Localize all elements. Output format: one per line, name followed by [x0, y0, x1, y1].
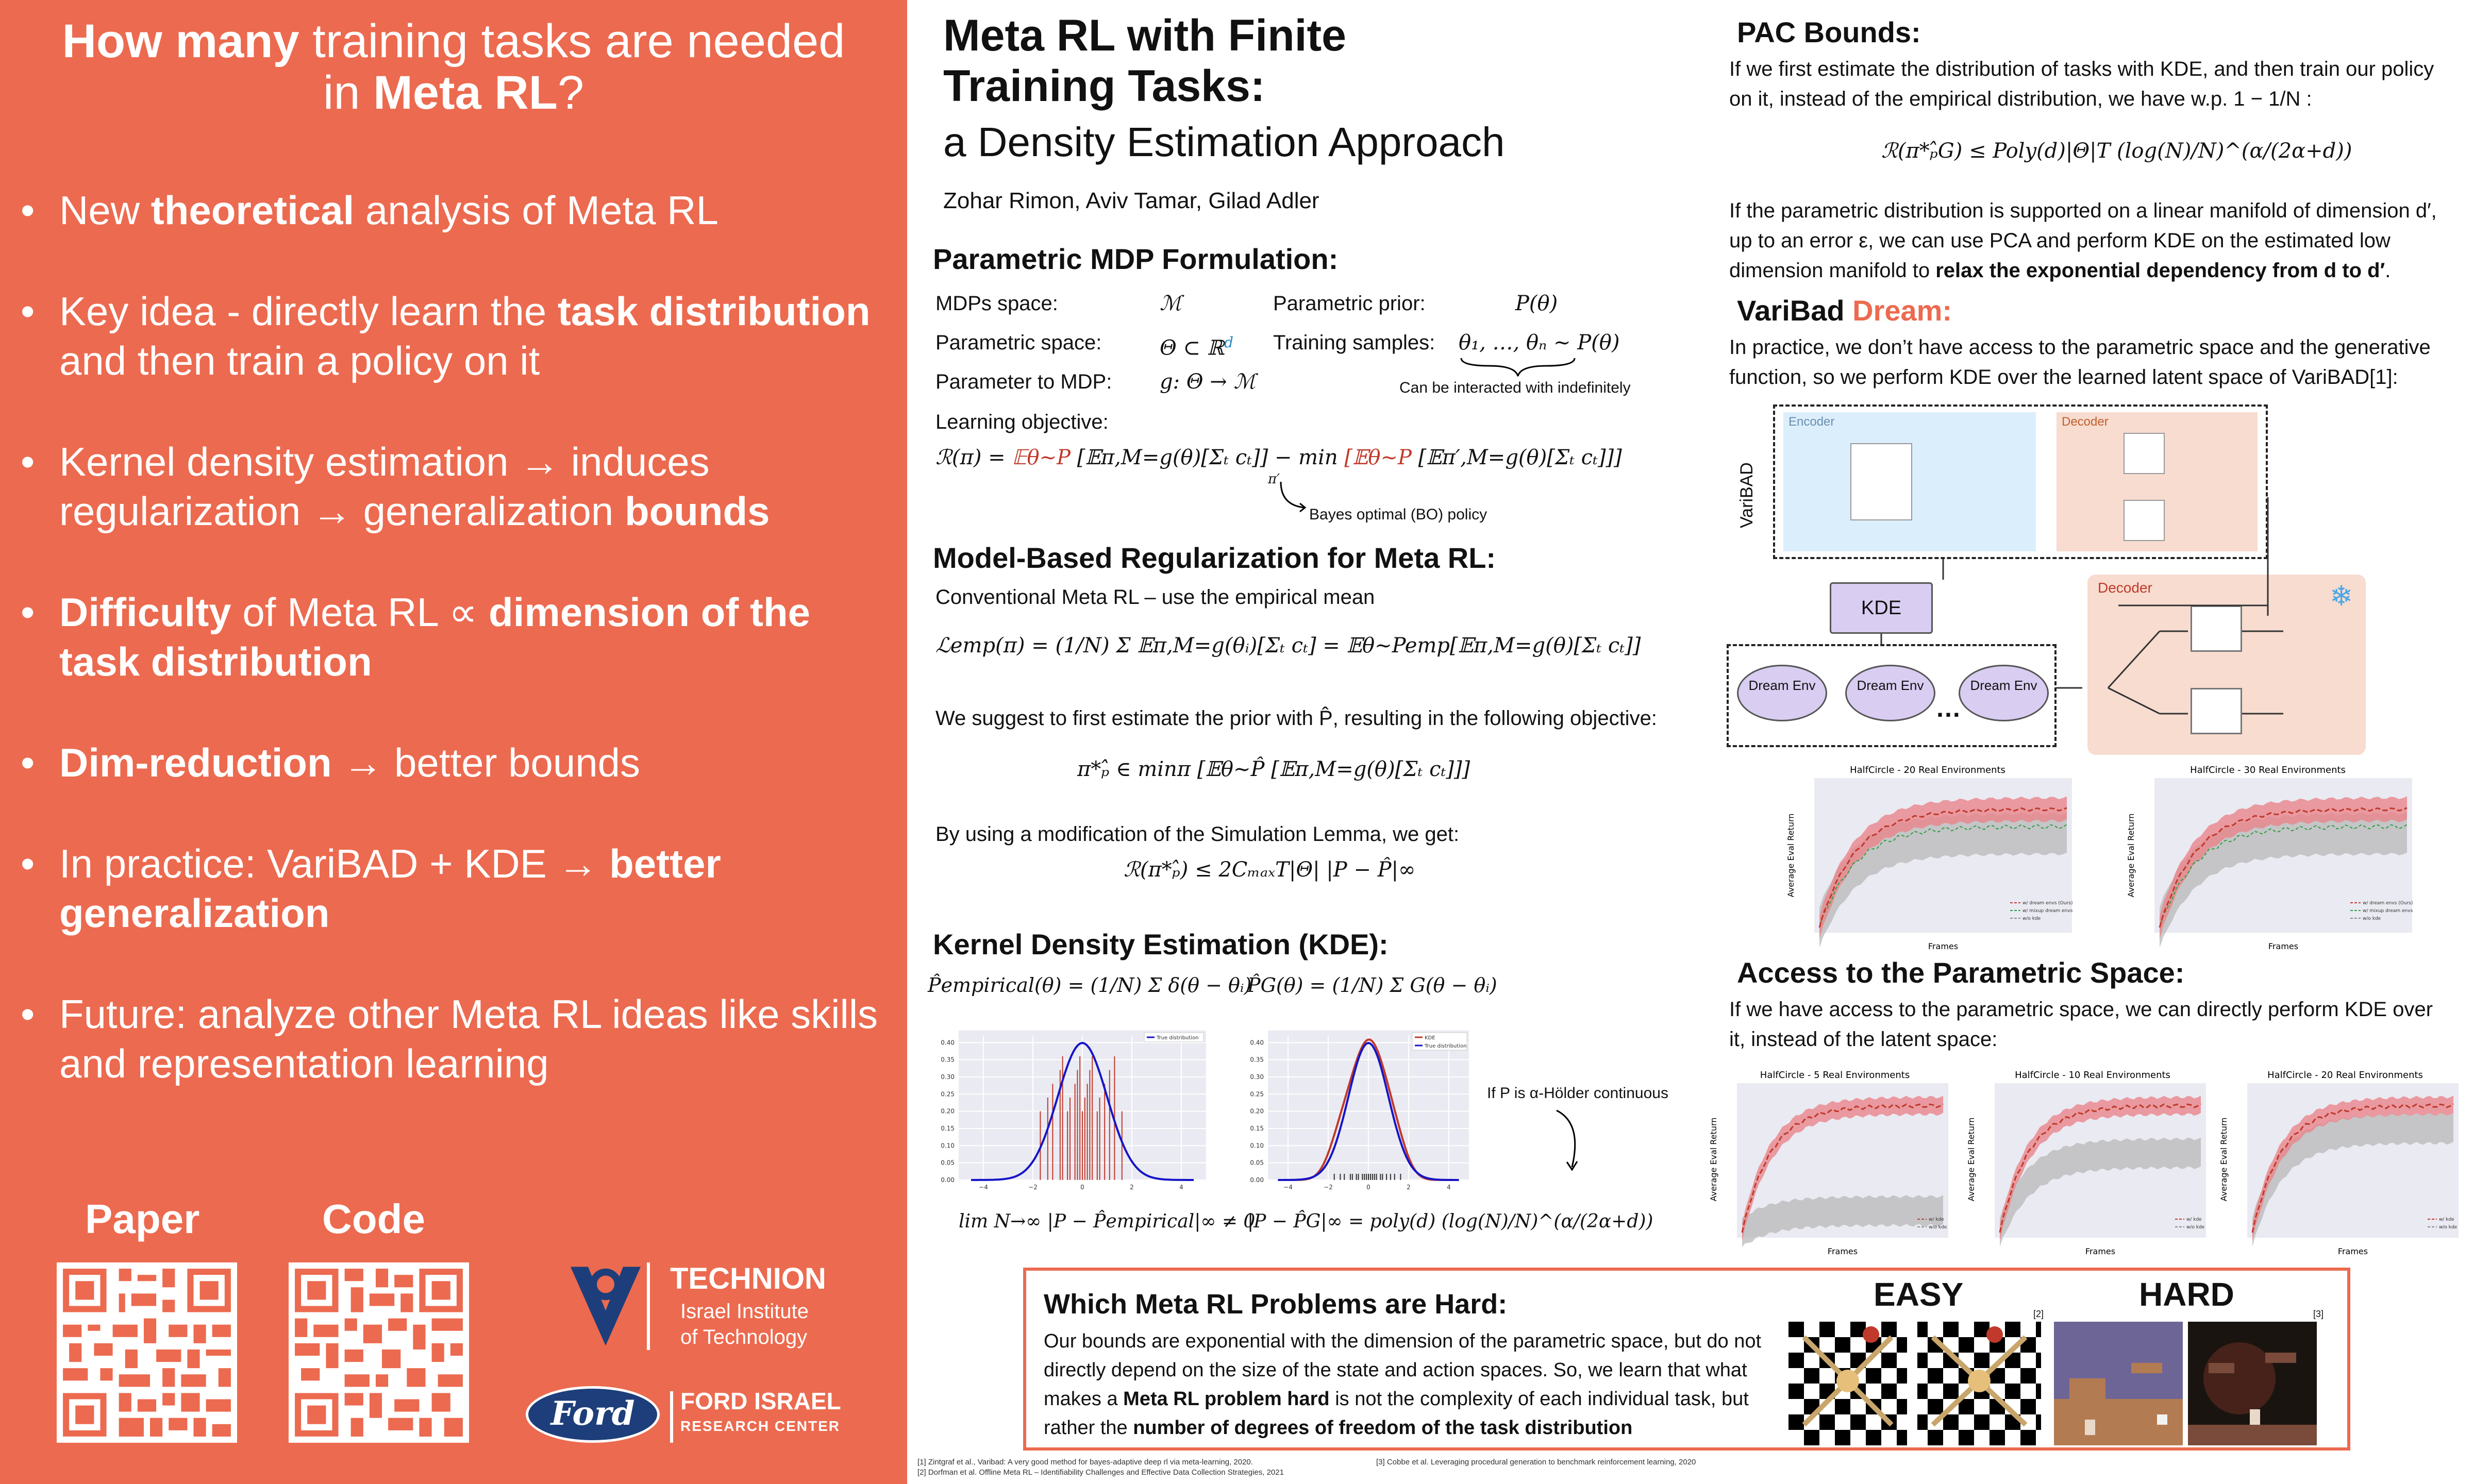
key-point: • Difficulty of Meta RL ∝ dimension of the task distribution	[21, 587, 887, 686]
x-tick-label: 0	[1366, 1184, 1370, 1191]
empirical-limit-equation: lim N→∞ |P − P̂empirical|∞ ≠ 0	[959, 1211, 1256, 1232]
dream-env: Dream Env	[1737, 665, 1827, 721]
chart-halfcircle-20-top	[1773, 763, 2082, 958]
transition-decoder-frozen	[2191, 688, 2242, 734]
varibad-label: VariBAD	[1737, 462, 1757, 528]
y-tick-label: 0.15	[941, 1125, 955, 1132]
kde-objective-equation: π*ₚ̂ ∈ minπ [𝔼θ~P̂ [𝔼π,M=g(θ)[Σₜ cₜ]]]	[1077, 757, 1470, 781]
key-point: • Dim-reduction → better bounds	[21, 738, 887, 787]
hard-label: HARD	[2139, 1276, 2234, 1313]
poster-title: Meta RL with Finite Training Tasks:	[943, 11, 1346, 111]
hard-task-platformer-image-1	[2054, 1322, 2183, 1445]
key-points-list	[21, 185, 887, 1140]
poster-subtitle: a Density Estimation Approach	[943, 119, 1505, 165]
technion-subtitle: Israel Institute of Technology	[680, 1300, 809, 1348]
pac-text-2: If the parametric distribution is supported on a linear manifold of dimension d′, up to an error ε, we can use PCA and perform KDE on the estimated low dimension manifold to relax the exponential dependency from d to d′.	[1729, 199, 2437, 282]
transition-decoder	[2124, 500, 2165, 541]
varibad-dream-diagram	[1727, 399, 2464, 760]
left-panel	[0, 0, 907, 1484]
objective-label: Learning objective:	[935, 411, 1109, 433]
empirical-loss-equation: ℒemp(π) = (1/N) Σ 𝔼π,M=g(θᵢ)[Σₜ cₜ] = 𝔼θ~Pemp[𝔼π,M=g(θ)[Σₜ cₜ]]	[935, 634, 1641, 657]
ellipsis: …	[1935, 694, 1961, 722]
legend-true-distribution-2: True distribution	[1425, 1043, 1467, 1049]
ford-oval-logo: Ford	[526, 1386, 660, 1443]
paper-label: Paper	[85, 1196, 200, 1242]
legend-entry: w/o kde	[1929, 1225, 1947, 1230]
key-point: • New theoretical analysis of Meta RL	[21, 185, 887, 235]
legend-entry: w/ kde	[2439, 1217, 2454, 1222]
prior-label: Parametric prior:	[1273, 292, 1426, 315]
kde-density-equation: P̂G(θ) = (1/N) Σ G(θ − θᵢ)	[1247, 974, 1497, 997]
underbrace-icon	[1459, 356, 1577, 381]
y-tick-label: 0.35	[1250, 1056, 1264, 1064]
y-tick-label: 0.40	[941, 1039, 955, 1047]
samples-value: θ₁, …, θₙ ~ P(θ)	[1459, 331, 1620, 355]
y-tick-label: 0.25	[1250, 1090, 1264, 1098]
kde-distribution-plot	[1237, 1025, 1474, 1201]
y-tick-label: 0.30	[941, 1073, 955, 1081]
legend-entry: w/ kde	[1929, 1217, 1944, 1222]
empirical-distribution-plot	[928, 1025, 1216, 1201]
bo-policy-note: Bayes optimal (BO) policy	[1309, 506, 1487, 523]
learning-objective-equation: ℛ(π) = 𝔼θ~P [𝔼π,M=g(θ)[Σₜ cₜ]] − min [𝔼θ~P [𝔼π′,M=g(θ)[Σₜ cₜ]]]	[935, 446, 1622, 469]
decoder-label: Decoder	[2062, 415, 2109, 429]
legend-entry: w/ mixup dream envs	[2363, 908, 2413, 914]
legend-entry: w/ dream envs (Ours)	[2363, 901, 2413, 906]
reg-text-1: Conventional Meta RL – use the empirical mean	[935, 586, 1375, 609]
y-tick-label: 0.10	[941, 1142, 955, 1150]
x-axis-label: Frames	[2085, 1246, 2116, 1256]
dream-env: Dream Env	[1959, 665, 2049, 721]
legend-true-distribution: True distribution	[1157, 1035, 1199, 1041]
kde-block: KDE	[1830, 582, 1933, 634]
hard-task-platformer-image-2	[2188, 1322, 2317, 1445]
y-tick-label: 0.40	[1250, 1039, 1264, 1047]
x-tick-label: −2	[1028, 1184, 1038, 1191]
paper-qr-code-icon[interactable]	[57, 1262, 237, 1443]
references-left: [1] Zintgraf et al., Varibad: A very good method for bayes-adaptive deep rl via meta-learning, 2020. [2] Dorfman et al. Offline Meta RL – Identifiability Challenges and Effective Data Collection Strategies, 2021	[917, 1458, 1284, 1477]
dream-decoder-label: Decoder	[2098, 580, 2152, 596]
legend-entry: w/o kde	[2022, 916, 2041, 921]
samples-label: Training samples:	[1273, 331, 1435, 354]
y-tick-label: 0.25	[941, 1090, 955, 1098]
section-heading-kde: Kernel Density Estimation (KDE):	[933, 928, 1389, 960]
technion-emblem-icon	[562, 1257, 649, 1355]
x-axis-label: Frames	[2337, 1246, 2368, 1256]
dream-decoder-block	[2087, 575, 2366, 755]
technion-name: TECHNION	[670, 1262, 826, 1295]
y-tick-label: 0.00	[941, 1176, 955, 1184]
x-axis-label: Frames	[1827, 1246, 1858, 1256]
section-heading-hard: Which Meta RL Problems are Hard:	[1044, 1289, 1508, 1320]
legend-entry: w/o kde	[2186, 1225, 2205, 1230]
chart-title: HalfCircle - 30 Real Environments	[2190, 765, 2346, 775]
x-tick-label: 2	[1130, 1184, 1134, 1191]
code-label: Code	[322, 1196, 425, 1242]
key-point: • Kernel density estimation → induces regularization → generalization bounds	[21, 437, 887, 536]
min-subscript: π′	[1268, 471, 1280, 487]
legend-entry: w/ dream envs (Ours)	[2022, 901, 2073, 906]
section-heading-mdp: Parametric MDP Formulation:	[933, 243, 1339, 275]
mdp-definitions: MDPs space: Parametric space: Parameter to MDP:	[935, 292, 1112, 393]
hard-problems-text: Our bounds are exponential with the dimension of the parametric space, but do not directly depend on the size of the state and action spaces. So, we learn that what makes a Meta RL problem hard is not the complexity of each individual task, but rather the number of degrees of freedom of the task distribution	[1044, 1330, 1762, 1439]
interact-note: Can be interacted with indefinitely	[1399, 379, 1631, 396]
section-heading-regularization: Model-Based Regularization for Meta RL:	[933, 542, 1496, 574]
legend-entry: w/o kde	[2439, 1225, 2458, 1230]
easy-task-checkerboard-image	[1788, 1322, 2041, 1445]
legend-entry: w/o kde	[2363, 916, 2381, 921]
y-tick-label: 0.15	[1250, 1125, 1264, 1132]
x-axis-label: Frames	[1928, 941, 1959, 951]
varibad-text: In practice, we don’t have access to the parametric space and the generative function, so we perform KDE over the learned latent space of VariBAD[1]:	[1729, 336, 2431, 389]
kde-error-bound: |P − P̂G|∞ = poly(d) (log(N)/N)^(α/(2α+d))	[1247, 1211, 1653, 1232]
x-axis-label: Frames	[2268, 941, 2299, 951]
chart-halfcircle-10	[1959, 1067, 2211, 1262]
prior-value: P(θ)	[1515, 292, 1558, 315]
poster-question: How many training tasks are needed in Meta RL?	[62, 15, 845, 119]
x-tick-label: −2	[1324, 1184, 1333, 1191]
reward-decoder-frozen	[2191, 605, 2242, 652]
y-axis-label: Average Eval Return	[1709, 1117, 1718, 1202]
chart-halfcircle-20-bottom	[2211, 1067, 2464, 1262]
y-tick-label: 0.05	[1250, 1159, 1264, 1167]
encoder-block	[1783, 412, 2036, 551]
y-tick-label: 0.00	[1250, 1176, 1264, 1184]
y-axis-label: Average Eval Return	[2126, 813, 2136, 898]
pac-text-1: If we first estimate the distribution of tasks with KDE, and then train our policy on it, instead of the empirical distribution, we have w.p. 1 − 1/N :	[1729, 58, 2434, 110]
legend-kde: KDE	[1425, 1035, 1435, 1041]
pac-bound-equation: ℛ(π*ₚ̂G) ≤ Poly(d)|Θ|T (log(N)/N)^(α/(2α+d))	[1881, 139, 2352, 163]
chart-halfcircle-5	[1701, 1067, 1953, 1262]
y-axis-label: Average Eval Return	[1786, 813, 1796, 898]
x-tick-label: 4	[1447, 1184, 1451, 1191]
decoder-block	[2057, 412, 2258, 551]
y-tick-label: 0.10	[1250, 1142, 1264, 1150]
legend-entry: w/ kde	[2186, 1217, 2202, 1222]
snowflake-icon: ❄	[2330, 581, 2353, 612]
ref-3-marker: [3]	[2313, 1309, 2324, 1319]
easy-label: EASY	[1874, 1276, 1964, 1313]
y-tick-label: 0.05	[941, 1159, 955, 1167]
reward-decoder	[2124, 433, 2165, 474]
ford-research-center: RESEARCH CENTER	[680, 1418, 841, 1434]
arrow-icon	[1541, 1108, 1587, 1175]
dream-env: Dream Env	[1845, 665, 1935, 721]
x-tick-label: 2	[1407, 1184, 1411, 1191]
encoder-network	[1850, 443, 1912, 520]
arrow-icon	[1278, 479, 1309, 515]
y-axis-label: Average Eval Return	[1966, 1117, 1976, 1202]
key-point: • In practice: VariBAD + KDE → better generalization	[21, 839, 887, 938]
mdp-values: ℳ Θ ⊂ ℝ$^d$ g: Θ → ℳ	[1160, 292, 1256, 394]
section-heading-pac: PAC Bounds:	[1737, 16, 1921, 48]
x-tick-label: −4	[979, 1184, 988, 1191]
chart-title: HalfCircle - 5 Real Environments	[1760, 1070, 1910, 1081]
holder-note: If P is α-Hölder continuous	[1487, 1085, 1668, 1102]
y-axis-label: Average Eval Return	[2219, 1117, 2229, 1202]
legend-entry: w/ mixup dream envs	[2022, 908, 2073, 914]
x-tick-label: −4	[1283, 1184, 1293, 1191]
simulation-lemma-bound: ℛ(π*ₚ̂) ≤ 2CₘₐₓT|Θ| |P − P̂|∞	[1124, 858, 1416, 882]
encoder-label: Encoder	[1788, 415, 1835, 429]
section-heading-access: Access to the Parametric Space:	[1737, 956, 2185, 989]
logo-divider	[647, 1262, 650, 1350]
y-tick-label: 0.20	[941, 1107, 955, 1115]
access-text: If we have access to the parametric space, we can directly perform KDE over it, instead of the latent space:	[1729, 998, 2433, 1051]
section-heading-varibad: VariBad Dream:	[1737, 294, 1952, 327]
x-tick-label: 0	[1080, 1184, 1084, 1191]
chart-title: HalfCircle - 10 Real Environments	[2015, 1070, 2170, 1081]
code-qr-code-icon[interactable]	[289, 1262, 469, 1443]
reg-text-2: We suggest to first estimate the prior with P̂, resulting in the following objective:	[935, 707, 1657, 730]
y-tick-label: 0.30	[1250, 1073, 1264, 1081]
logo-divider	[670, 1391, 673, 1443]
reg-text-3: By using a modification of the Simulation Lemma, we get:	[935, 823, 1460, 846]
ref-2-marker: [2]	[2033, 1309, 2044, 1319]
chart-halfcircle-30-top	[2113, 763, 2422, 958]
authors: Zohar Rimon, Aviv Tamar, Gilad Adler	[943, 188, 1319, 213]
key-point: • Future: analyze other Meta RL ideas like skills and representation learning	[21, 989, 887, 1088]
empirical-density-equation: P̂empirical(θ) = (1/N) Σ δ(θ − θᵢ)	[928, 974, 1252, 997]
y-tick-label: 0.35	[941, 1056, 955, 1064]
chart-title: HalfCircle - 20 Real Environments	[2267, 1070, 2423, 1081]
x-tick-label: 4	[1179, 1184, 1183, 1191]
ford-israel-name: FORD ISRAEL	[680, 1388, 841, 1414]
key-point: • Key idea - directly learn the task distribution and then train a policy on it	[21, 286, 887, 385]
y-tick-label: 0.20	[1250, 1107, 1264, 1115]
chart-title: HalfCircle - 20 Real Environments	[1850, 765, 2005, 775]
reference-3: [3] Cobbe et al. Leveraging procedural generation to benchmark reinforcement learning, 2020	[1376, 1458, 1696, 1466]
